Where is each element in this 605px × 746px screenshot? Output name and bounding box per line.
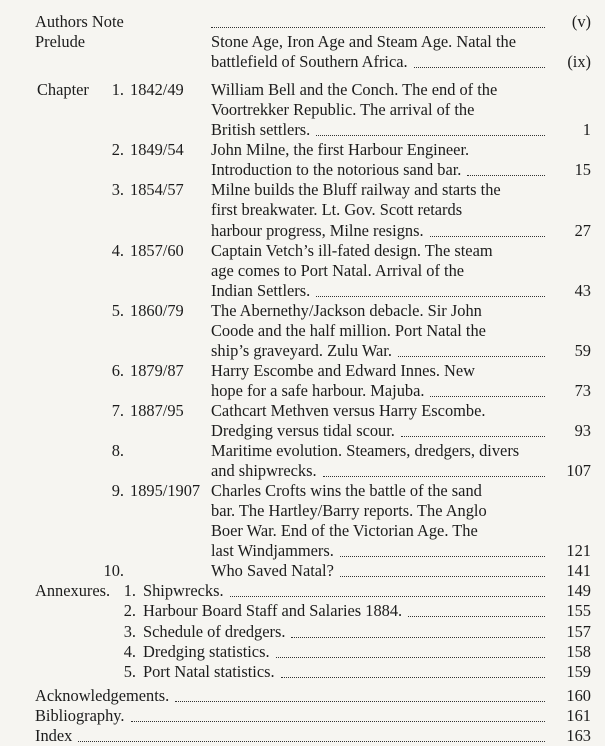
page-number: 149 [566, 581, 591, 601]
page-number: 160 [566, 685, 591, 705]
chapter-years: 1887/95 [130, 400, 184, 420]
annexure-number: 5. [123, 661, 136, 681]
page-number: 59 [574, 340, 591, 360]
dot-leader [430, 236, 545, 237]
entry-description-line: bar. The Hartley/Barry reports. The Anglo [211, 501, 487, 521]
page-number: (v) [571, 12, 591, 31]
chapter-number: 2. [111, 140, 124, 160]
entry-description-line: Boer War. End of the Victorian Age. The [211, 521, 478, 541]
entry-description-line: Introduction to the notorious sand bar. [211, 160, 462, 180]
dot-leader [230, 596, 545, 597]
entry-description-line: The Abernethy/Jackson debacle. Sir John [211, 300, 482, 320]
entry-description-line: age comes to Port Natal. Arrival of the [211, 260, 465, 280]
dot-leader [281, 677, 545, 678]
entry-description-line: Charles Crofts wins the battle of the sand [211, 481, 482, 501]
entry-description-line: Stone Age, Iron Age and Steam Age. Natal the [211, 32, 516, 52]
entry-description-line: hope for a safe harbour. Majuba. [211, 380, 425, 400]
dot-leader [340, 556, 545, 557]
page-number: 73 [574, 380, 591, 400]
entry-description-line: John Milne, the first Harbour Engineer. [211, 140, 470, 160]
entry-description-line: Captain Vetch’s ill-fated design. The steam [211, 240, 493, 260]
annexure-label: Shipwrecks. [143, 581, 224, 601]
entry-description-line: last Windjammers. [211, 541, 334, 561]
annexures-word: Annexures. [35, 581, 111, 601]
dot-leader [467, 175, 545, 176]
back-matter-label: Index [35, 725, 73, 745]
chapter-number: 9. [111, 481, 124, 501]
dot-leader [401, 436, 545, 437]
page-number: 157 [566, 621, 591, 641]
page-number: 141 [566, 561, 591, 581]
entry-description-line: Who Saved Natal? [211, 561, 334, 581]
chapter-years: 1849/54 [130, 140, 184, 160]
entry-description-line: Cathcart Methven versus Harry Escombe. [211, 400, 486, 420]
chapter-years: 1860/79 [130, 300, 184, 320]
entry-description-line: Coode and the half million. Port Natal the [211, 320, 486, 340]
chapter-number: 4. [111, 240, 124, 260]
page-number: 43 [574, 280, 591, 300]
page-number: 155 [566, 601, 591, 621]
dot-leader [131, 721, 545, 722]
page-number: 27 [574, 220, 591, 240]
entry-description-line: Milne builds the Bluff railway and starts the [211, 180, 501, 200]
page-number: 107 [566, 461, 591, 481]
dot-leader [414, 67, 545, 68]
annexure-label: Schedule of dredgers. [143, 621, 286, 641]
chapter-number: 1. [111, 80, 124, 100]
front-matter-label: Authors Note [35, 12, 124, 31]
chapter-word: Chapter [37, 80, 89, 100]
entry-description-line: ship’s graveyard. Zulu War. [211, 340, 392, 360]
dot-leader [78, 741, 545, 742]
dot-leader [316, 135, 545, 136]
front-matter-label: Prelude [35, 32, 86, 52]
entry-description-line: harbour progress, Milne resigns. [211, 220, 424, 240]
entry-description-line: Maritime evolution. Steamers, dredgers, divers [211, 441, 520, 461]
page-number: 161 [566, 705, 591, 725]
entry-description-line: Indian Settlers. [211, 280, 311, 300]
annexure-number: 3. [123, 621, 136, 641]
chapter-years: 1842/49 [130, 80, 184, 100]
annexure-label: Port Natal statistics. [143, 661, 275, 681]
entry-description-line: William Bell and the Conch. The end of the [211, 80, 498, 100]
annexure-label: Harbour Board Staff and Salaries 1884. [143, 601, 403, 621]
page-number: 15 [574, 160, 591, 180]
back-matter-label: Bibliography. [35, 705, 125, 725]
entry-description-line: British settlers. [211, 120, 311, 140]
chapter-years: 1879/87 [130, 360, 184, 380]
dot-leader [323, 476, 545, 477]
entry-description-line: and shipwrecks. [211, 461, 317, 481]
chapter-number: 8. [111, 441, 124, 461]
entry-description-line: battlefield of Southern Africa. [211, 52, 408, 72]
back-matter-label: Acknowledgements. [35, 685, 170, 705]
dot-leader [408, 616, 545, 617]
chapter-number: 6. [111, 360, 124, 380]
annexure-label: Dredging statistics. [143, 641, 270, 661]
entry-description-line: Dredging versus tidal scour. [211, 421, 395, 441]
dot-leader [398, 356, 545, 357]
page-number: 163 [566, 725, 591, 745]
dot-leader [291, 637, 545, 638]
annexure-number: 4. [123, 641, 136, 661]
dot-leader [340, 576, 545, 577]
chapter-years: 1895/1907 [130, 481, 201, 501]
chapter-number: 3. [111, 180, 124, 200]
annexure-number: 1. [123, 581, 136, 601]
page-number: (ix) [567, 52, 591, 72]
chapter-years: 1854/57 [130, 180, 184, 200]
page-number: 93 [574, 421, 591, 441]
dot-leader [175, 701, 545, 702]
dot-leader [211, 27, 545, 28]
page-number: 121 [566, 541, 591, 561]
chapter-number: 10. [103, 561, 124, 581]
chapter-years: 1857/60 [130, 240, 184, 260]
chapter-number: 7. [111, 400, 124, 420]
dot-leader [430, 396, 545, 397]
entry-description-line: Harry Escombe and Edward Innes. New [211, 360, 475, 380]
dot-leader [276, 657, 545, 658]
page-number: 158 [566, 641, 591, 661]
entry-description-line: Voortrekker Republic. The arrival of the [211, 100, 475, 120]
annexure-number: 2. [123, 601, 136, 621]
entry-description-line: first breakwater. Lt. Gov. Scott retards [211, 200, 463, 220]
page-number: 1 [582, 120, 591, 140]
chapter-number: 5. [111, 300, 124, 320]
dot-leader [316, 296, 545, 297]
page-number: 159 [566, 661, 591, 681]
